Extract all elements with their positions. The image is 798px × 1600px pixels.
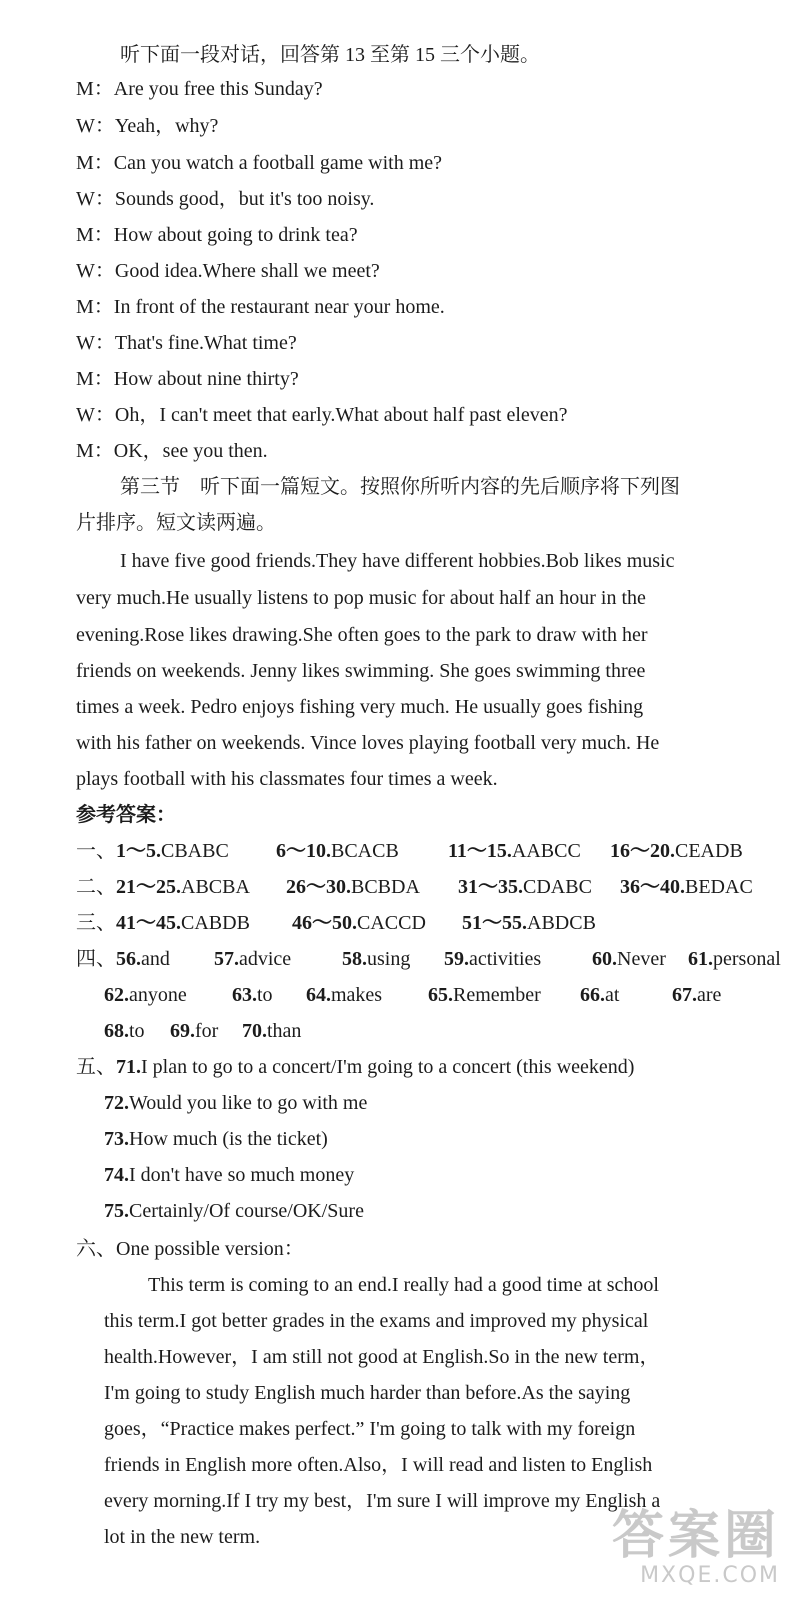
answer-item: 70.than <box>242 1020 302 1042</box>
watermark-text: 答案圈 <box>611 1506 780 1566</box>
answer-item: 66.at <box>580 984 620 1006</box>
answer-item: 57.advice <box>214 948 292 970</box>
passage-line: I have five good friends.They have different hobbies.Bob likes music <box>120 550 675 572</box>
answer-sentence: 72.Would you like to go with me <box>104 1092 368 1114</box>
answer-group: 46～50.CACCD <box>292 912 426 934</box>
essay-line: I'm going to study English much harder than before.As the saying <box>104 1382 631 1404</box>
answer-sentence: 五、71.I plan to go to a concert/I'm going to a concert (this weekend) <box>76 1056 635 1078</box>
watermark-logo <box>612 1508 780 1588</box>
dialogue-line: W：Sounds good，but it's too noisy. <box>76 188 375 210</box>
essay-line: this term.I got better grades in the exams and improved my physical <box>104 1310 649 1332</box>
answer-row: 四、56.and <box>76 948 170 970</box>
answer-group: 36～40.BEDAC <box>620 876 753 898</box>
answer-item: 67.are <box>672 984 722 1006</box>
dialogue-line: M：How about going to drink tea? <box>76 224 358 246</box>
answer-item: 64.makes <box>306 984 383 1006</box>
answer-group: 11～15.AABCC <box>448 840 581 862</box>
essay-line: lot in the new term. <box>104 1526 261 1548</box>
answer-row: 一、1～5.CBABC <box>76 840 229 862</box>
answer-group: 6～10.BCACB <box>276 840 399 862</box>
answer-sentence: 73.How much (is the ticket) <box>104 1128 328 1150</box>
answer-group: 16～20.CEADB <box>610 840 743 862</box>
answer-item: 65.Remember <box>428 984 541 1006</box>
section3-intro: 片排序。短文读两遍。 <box>76 512 276 534</box>
dialogue-line: W：Oh，I can't meet that early.What about half past eleven? <box>76 404 568 426</box>
answer-item: 63.to <box>232 984 273 1006</box>
essay-line: friends in English more often.Also，I will read and listen to English <box>104 1454 653 1476</box>
answer-item: 59.activities <box>444 948 542 970</box>
passage-line: with his father on weekends. Vince loves playing football very much. He <box>76 732 660 754</box>
answer-row: 三、41～45.CABDB <box>76 912 250 934</box>
dialogue-line: M：How about nine thirty? <box>76 368 299 390</box>
dialogue-line: W：Yeah，why? <box>76 115 219 137</box>
dialogue-line: M：In front of the restaurant near your home. <box>76 296 445 318</box>
dialogue-intro: 听下面一段对话，回答第 13 至第 15 三个小题。 <box>120 44 540 66</box>
answer-group: 26～30.BCBDA <box>286 876 420 898</box>
passage-line: evening.Rose likes drawing.She often goes to the park to draw with her <box>76 624 648 646</box>
dialogue-line: M：Can you watch a football game with me? <box>76 152 443 174</box>
answer-row: 二、21～25.ABCBA <box>76 876 250 898</box>
dialogue-line: M：Are you free this Sunday? <box>76 78 323 100</box>
answer-item: 69.for <box>170 1020 219 1042</box>
dialogue-line: W：Good idea.Where shall we meet? <box>76 260 380 282</box>
essay-line: every morning.If I try my best，I'm sure I will improve my English a <box>104 1490 661 1512</box>
section3-intro: 第三节 听下面一篇短文。按照你所听内容的先后顺序将下列图 <box>120 476 680 498</box>
dialogue-line: M：OK，see you then. <box>76 440 268 462</box>
passage-line: times a week. Pedro enjoys fishing very much. He usually goes fishing <box>76 696 644 718</box>
answers-heading: 参考答案： <box>76 804 176 826</box>
essay-line: This term is coming to an end.I really had a good time at school <box>148 1274 659 1296</box>
answer-group: 31～35.CDABC <box>458 876 592 898</box>
answer-item: 58.using <box>342 948 411 970</box>
dialogue-line: W：That's fine.What time? <box>76 332 297 354</box>
essay-line: goes，“Practice makes perfect.” I'm going to talk with my foreign <box>104 1418 636 1440</box>
watermark-url: MXQE.COM <box>640 1563 780 1588</box>
passage-line: friends on weekends. Jenny likes swimming. She goes swimming three <box>76 660 646 682</box>
answer-item: 61.personal <box>688 948 781 970</box>
answer-group: 51～55.ABDCB <box>462 912 596 934</box>
passage-line: plays football with his classmates four times a week. <box>76 768 498 790</box>
essay-line: health.However，I am still not good at English.So in the new term， <box>104 1346 660 1368</box>
answer-sentence: 75.Certainly/Of course/OK/Sure <box>104 1200 364 1222</box>
answer-sentence: 74.I don't have so much money <box>104 1164 355 1186</box>
essay-label: 六、One possible version： <box>76 1238 304 1260</box>
answer-item: 62.anyone <box>104 984 187 1006</box>
answer-item: 60.Never <box>592 948 666 970</box>
passage-line: very much.He usually listens to pop music for about half an hour in the <box>76 587 646 609</box>
answer-item: 68.to <box>104 1020 145 1042</box>
